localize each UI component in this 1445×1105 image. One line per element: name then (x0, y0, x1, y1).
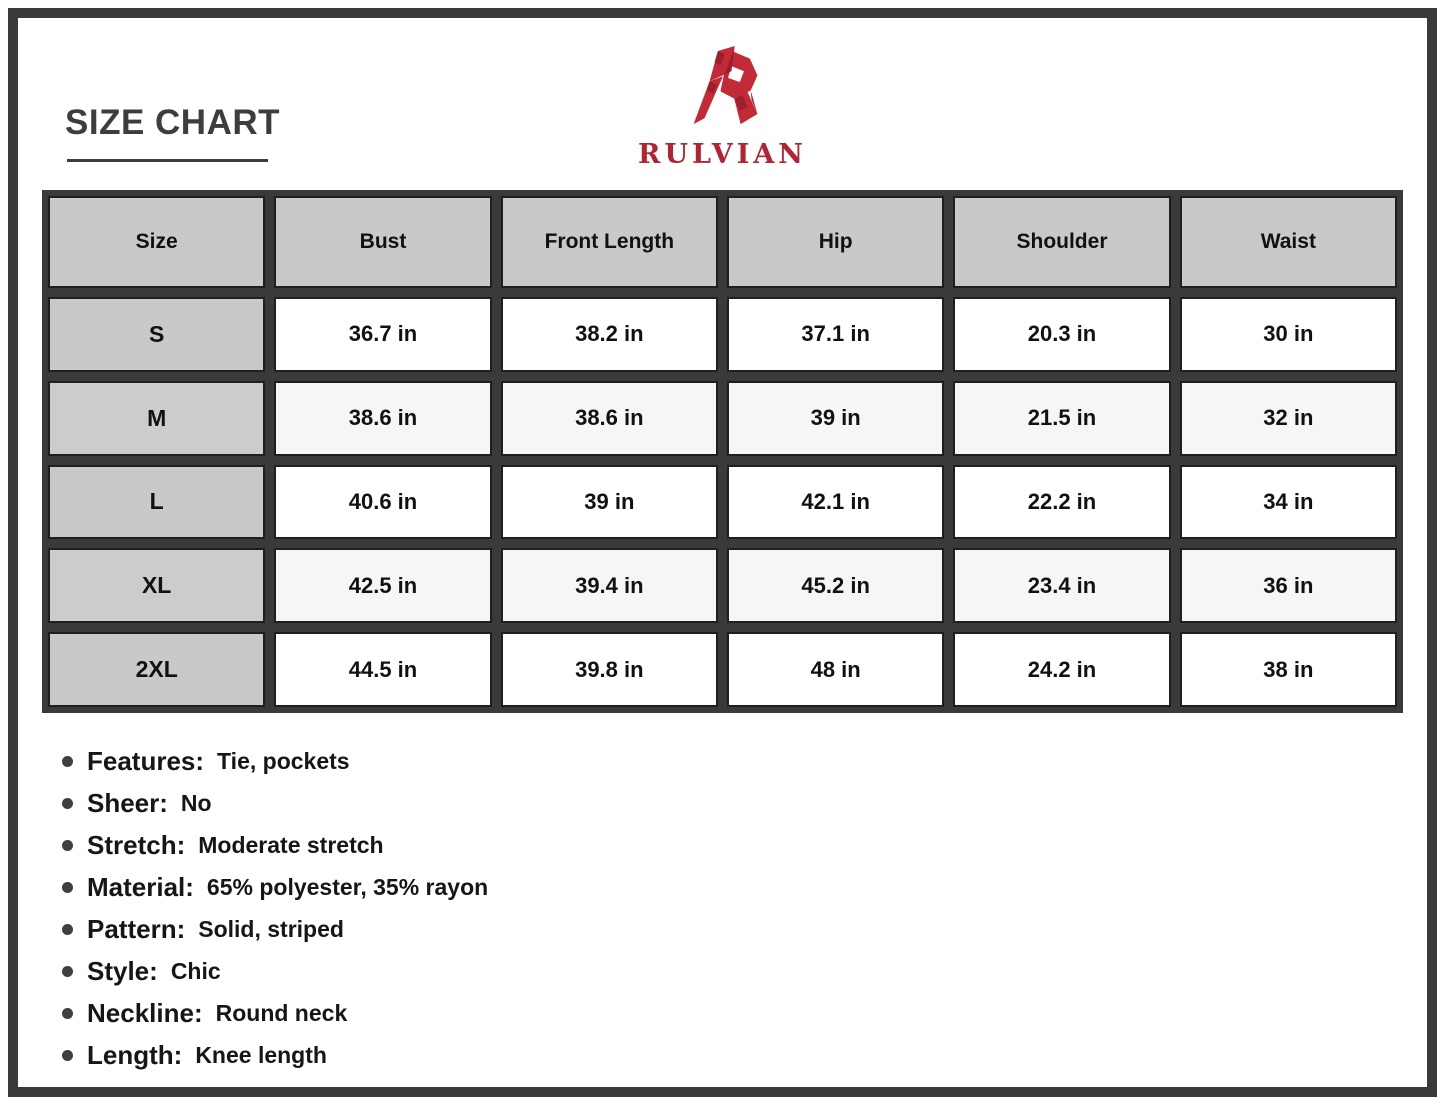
detail-value: Solid, striped (198, 916, 344, 942)
cell-s-waist: 30 in (1180, 297, 1397, 372)
cell-s-shoulder: 20.3 in (953, 297, 1170, 372)
row-label-2xl: 2XL (48, 632, 265, 707)
cell-l-shoulder: 22.2 in (953, 465, 1170, 540)
cell-m-front-length: 38.6 in (501, 381, 718, 456)
detail-label: Stretch: (87, 830, 186, 860)
detail-sheer (62, 788, 488, 819)
cell-xl-front-length: 39.4 in (501, 548, 718, 623)
cell-xl-bust: 42.5 in (274, 548, 491, 623)
size-chart-table (42, 190, 1403, 713)
row-label-m: M (48, 381, 265, 456)
detail-features (62, 746, 488, 777)
detail-pattern (62, 914, 488, 945)
row-label-s: S (48, 297, 265, 372)
detail-value: No (180, 790, 212, 816)
detail-label: Material: (87, 872, 194, 902)
detail-value: Moderate stretch (198, 832, 384, 858)
detail-label: Pattern: (87, 914, 186, 944)
row-label-xl: XL (48, 548, 265, 623)
cell-2xl-front-length: 39.8 in (501, 632, 718, 707)
cell-xl-hip: 45.2 in (727, 548, 944, 623)
cell-m-hip: 39 in (727, 381, 944, 456)
bullet-icon (62, 798, 73, 809)
detail-value: Chic (170, 958, 221, 984)
detail-label: Sheer: (87, 788, 168, 818)
cell-l-hip: 42.1 in (727, 465, 944, 540)
cell-m-bust: 38.6 in (274, 381, 491, 456)
bullet-icon (62, 882, 73, 893)
cell-m-waist: 32 in (1180, 381, 1397, 456)
row-label-l: L (48, 465, 265, 540)
bullet-icon (62, 1008, 73, 1019)
detail-stretch (62, 830, 488, 861)
detail-material (62, 872, 488, 903)
cell-xl-waist: 36 in (1180, 548, 1397, 623)
detail-length (62, 1040, 488, 1071)
column-header-shoulder: Shoulder (953, 196, 1170, 288)
cell-2xl-waist: 38 in (1180, 632, 1397, 707)
detail-value: Tie, pockets (217, 748, 350, 774)
detail-label: Length: (87, 1040, 183, 1070)
detail-style (62, 956, 488, 987)
cell-m-shoulder: 21.5 in (953, 381, 1170, 456)
bullet-icon (62, 924, 73, 935)
page-title: SIZE CHART (65, 103, 280, 142)
cell-s-front-length: 38.2 in (501, 297, 718, 372)
cell-2xl-hip: 48 in (727, 632, 944, 707)
cell-xl-shoulder: 23.4 in (953, 548, 1170, 623)
title-underline (67, 159, 268, 162)
cell-s-hip: 37.1 in (727, 297, 944, 372)
cell-2xl-bust: 44.5 in (274, 632, 491, 707)
cell-l-bust: 40.6 in (274, 465, 491, 540)
column-header-front-length: Front Length (501, 196, 718, 288)
bullet-icon (62, 756, 73, 767)
detail-neckline (62, 998, 488, 1029)
bullet-icon (62, 966, 73, 977)
bullet-icon (62, 1050, 73, 1061)
detail-label: Features: (87, 746, 205, 776)
bullet-icon (62, 840, 73, 851)
detail-value: 65% polyester, 35% rayon (206, 874, 489, 900)
brand-name: RULVIAN (638, 139, 807, 170)
product-details-list (62, 746, 488, 1082)
detail-label: Neckline: (87, 998, 203, 1028)
cell-s-bust: 36.7 in (274, 297, 491, 372)
column-header-size: Size (48, 196, 265, 288)
detail-value: Round neck (215, 1000, 348, 1026)
column-header-bust: Bust (274, 196, 491, 288)
cell-2xl-shoulder: 24.2 in (953, 632, 1170, 707)
detail-label: Style: (87, 956, 158, 986)
column-header-hip: Hip (727, 196, 944, 288)
cell-l-waist: 34 in (1180, 465, 1397, 540)
cell-l-front-length: 39 in (501, 465, 718, 540)
detail-value: Knee length (195, 1042, 327, 1068)
column-header-waist: Waist (1180, 196, 1397, 288)
